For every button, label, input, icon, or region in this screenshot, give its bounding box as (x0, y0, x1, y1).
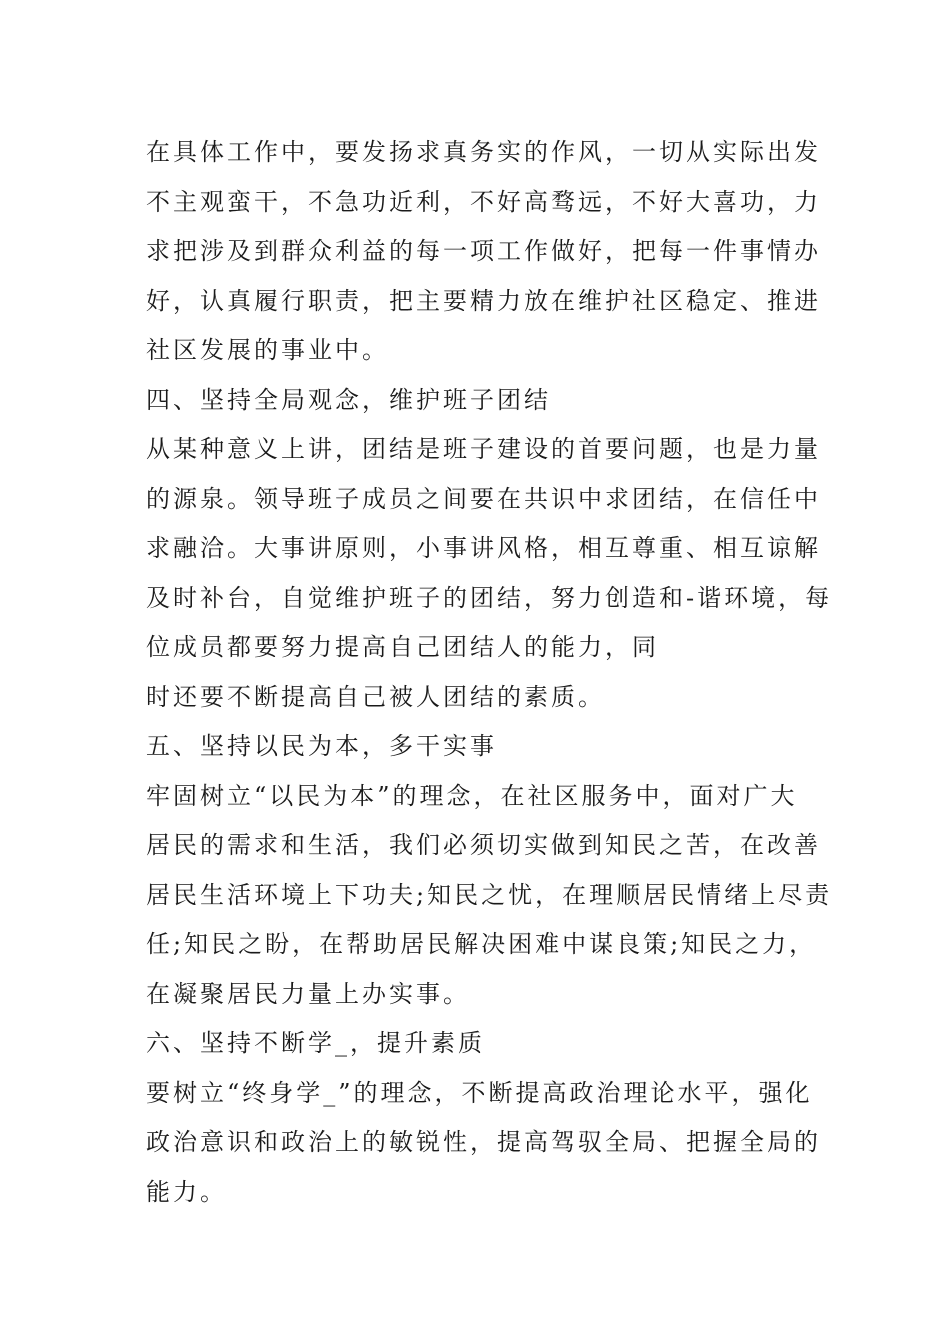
text-line: 居民的需求和生活，我们必须切实做到知民之苦，在改善 (146, 831, 821, 859)
text-line: 不主观蛮干，不急功近利，不好高骛远，不好大喜功，力 (146, 187, 821, 216)
text-line: 及时补台，自觉维护班子的团结，努力创造和-谐环境，每 (146, 583, 833, 612)
text-line: 求把涉及到群众利益的每一项工作做好，把每一件事情办 (146, 237, 821, 265)
text-line: 在凝聚居民力量上办实事。 (146, 979, 470, 1008)
section-heading: 六、坚持不断学_，提升素质 (146, 1029, 485, 1057)
text-line: 政治意识和政治上的敏锐性，提高驾驭全局、把握全局的 (146, 1128, 821, 1156)
text-line: 的源泉。领导班子成员之间要在共识中求团结，在信任中 (146, 484, 821, 513)
text-line: 任;知民之盼，在帮助居民解决困难中谋良策;知民之力， (146, 930, 817, 958)
document-page (146, 128, 833, 1217)
text-line: 好，认真履行职责，把主要精力放在维护社区稳定、推进 (146, 286, 821, 315)
text-line: 在具体工作中，要发扬求真务实的作风，一切从实际出发 (146, 138, 821, 166)
section-heading: 四、坚持全局观念，维护班子团结 (146, 385, 551, 414)
text-line: 牢固树立“以民为本”的理念，在社区服务中，面对广大 (146, 781, 798, 810)
text-line: 从某种意义上讲，团结是班子建设的首要问题，也是力量 (146, 435, 821, 463)
section-heading: 五、坚持以民为本，多干实事 (146, 732, 497, 760)
text-line: 要树立“终身学_”的理念，不断提高政治理论水平，强化 (146, 1078, 813, 1107)
text-line: 居民生活环境上下功夫;知民之忧，在理顺居民情绪上尽责 (146, 880, 833, 909)
text-line: 社区发展的事业中。 (146, 336, 389, 364)
text-line: 位成员都要努力提高自己团结人的能力，同 (146, 633, 659, 661)
text-line: 能力。 (146, 1177, 227, 1206)
text-line: 求融洽。大事讲原则，小事讲风格，相互尊重、相互谅解 (146, 534, 821, 562)
text-line: 时还要不断提高自己被人团结的素质。 (146, 682, 605, 711)
